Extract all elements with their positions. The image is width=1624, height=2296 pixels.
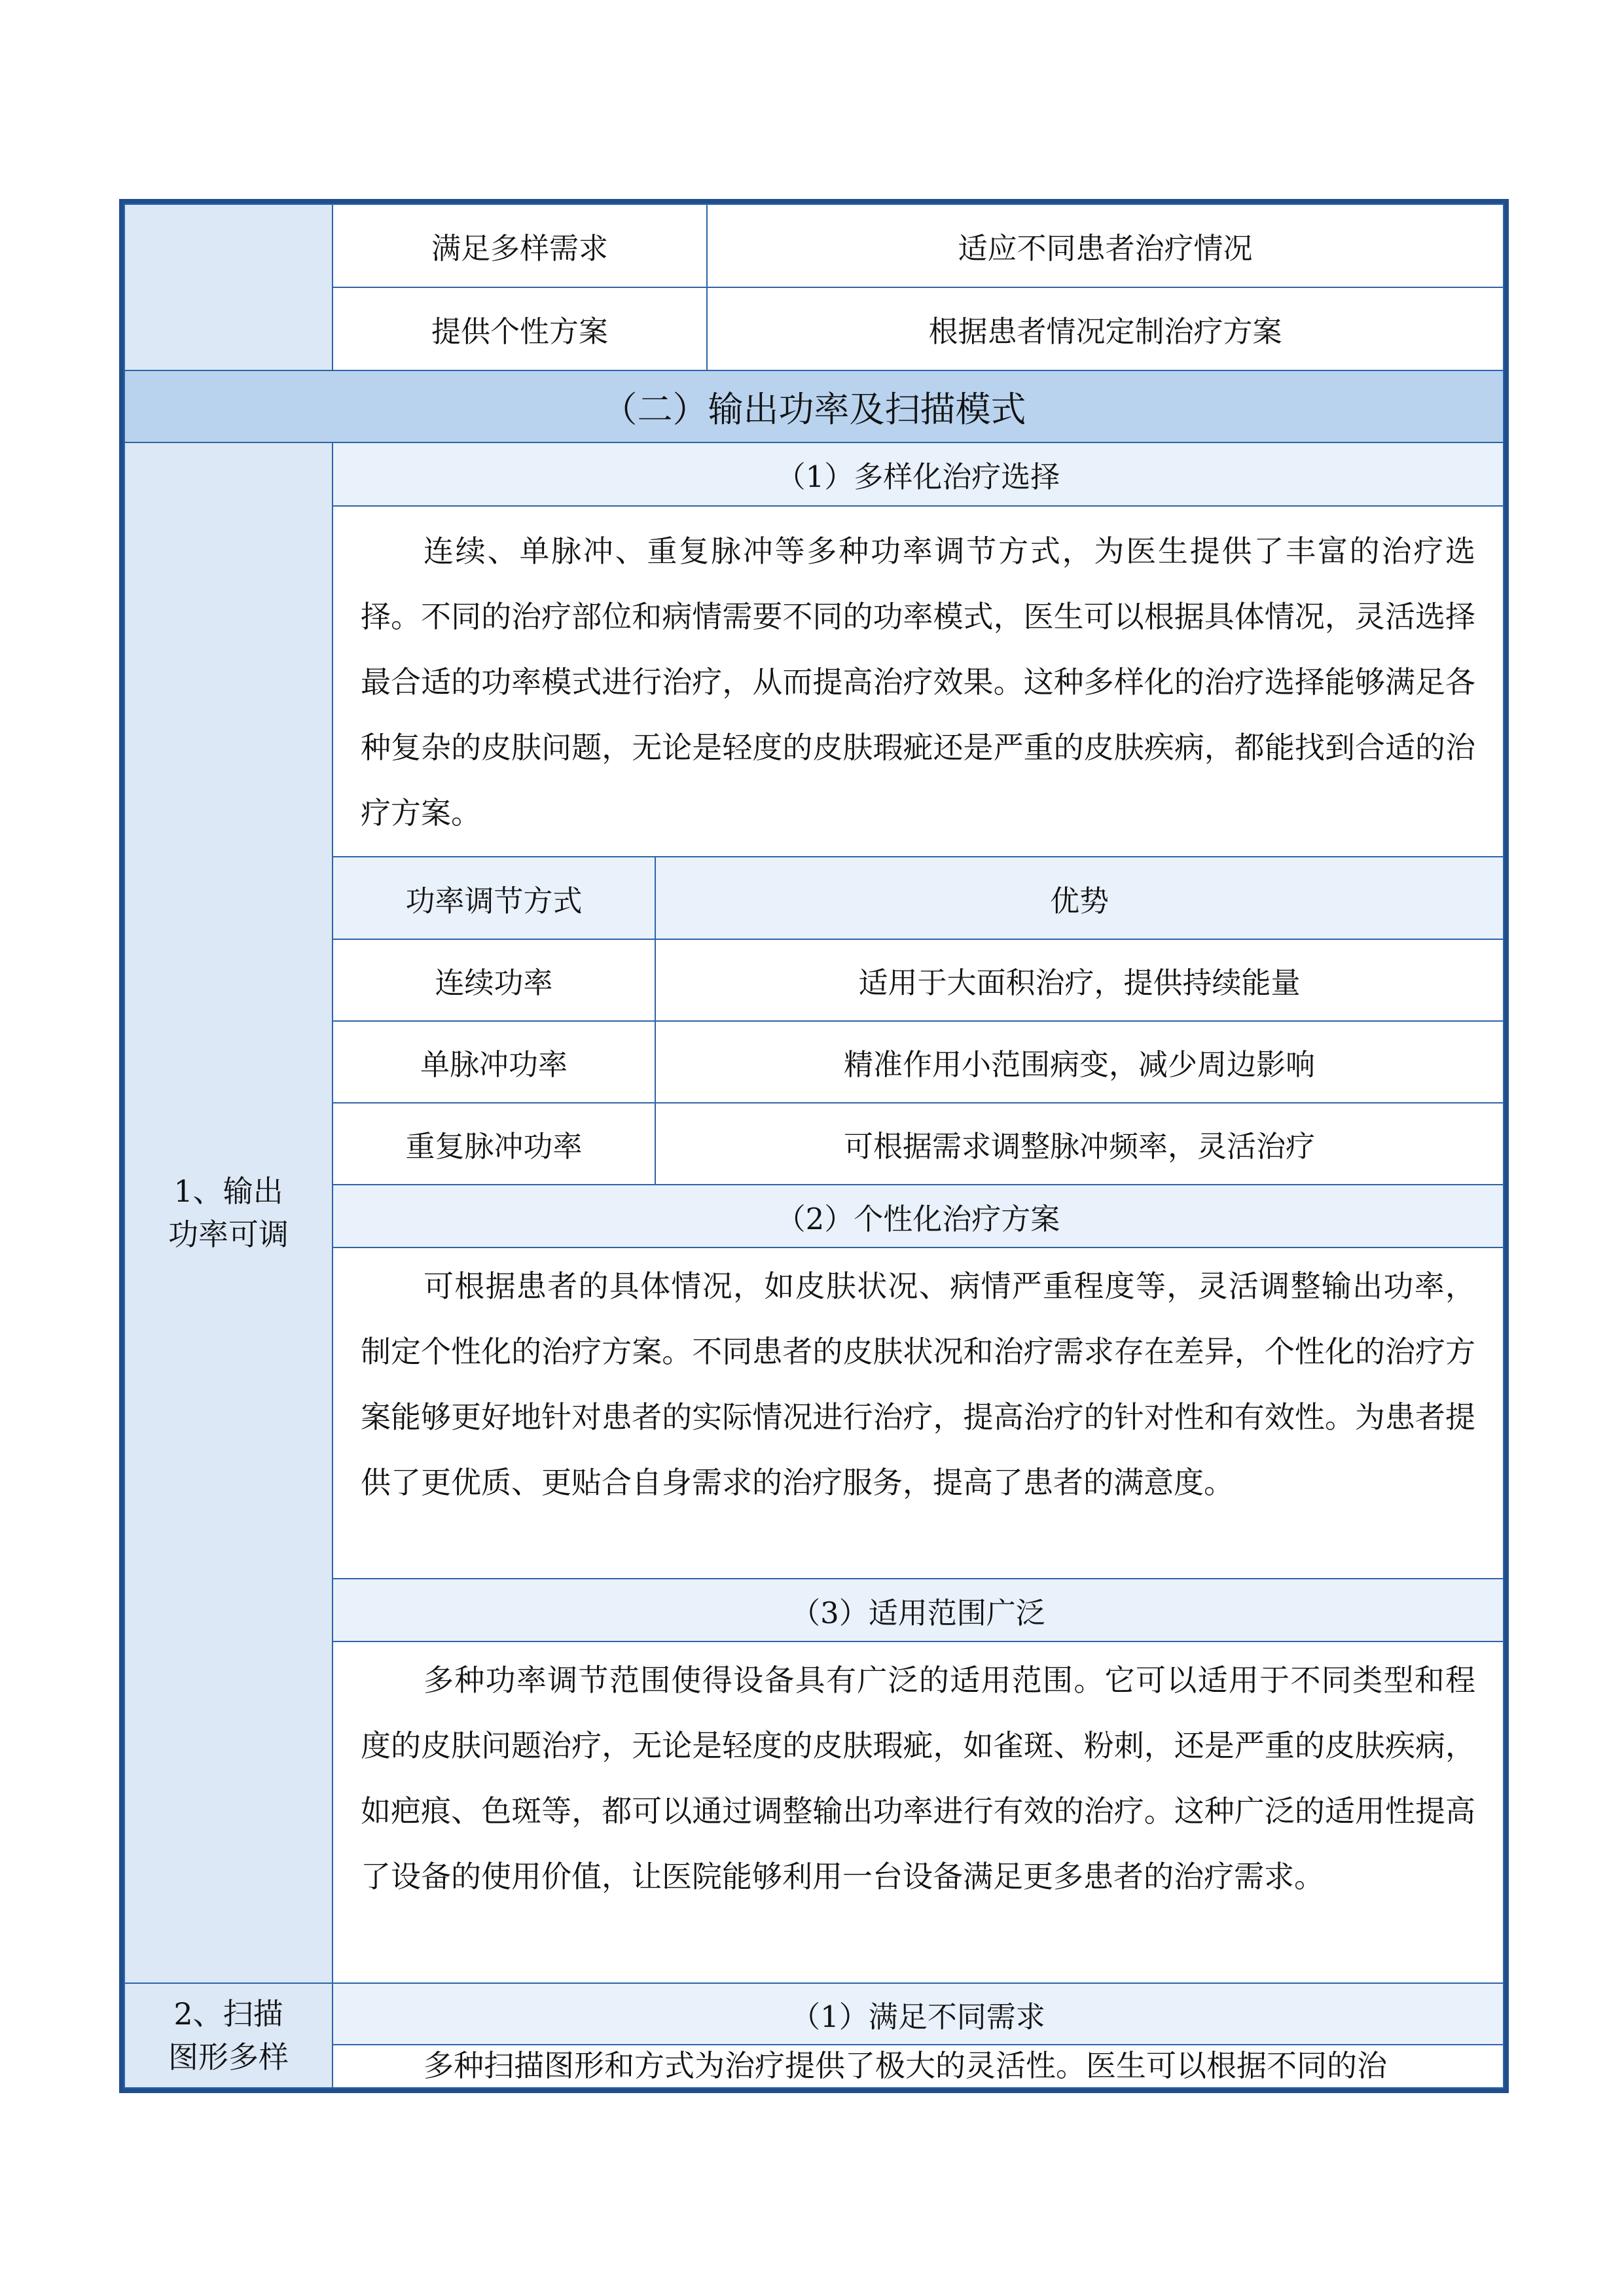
item1-sub3-text: 多种功率调节范围使得设备具有广泛的适用范围。它可以适用于不同类型和程度的皮肤问题治疗，无论是轻度的皮肤瑕疵，如雀斑、粉刺，还是严重的皮肤疾病，如疤痕、色斑等，都可以通过调整输出功率进行有效的治疗。这种广泛的适用性提高了设备的使用价值，让医院能够利用一台设备满足更多患者的治疗需求。 <box>361 1662 1475 1894</box>
table-row-3-advantage: 可根据需求调整脉冲频率，灵活治疗 <box>655 1102 1504 1185</box>
table-row-2-advantage: 精准作用小范围病变，减少周边影响 <box>655 1020 1504 1103</box>
item1-sub1-text: 连续、单脉冲、重复脉冲等多种功率调节方式，为医生提供了丰富的治疗选择。不同的治疗部位和病情需要不同的功率模式，医生可以根据具体情况，灵活选择最合适的功率模式进行治疗，从而提高治疗效果。这种多样化的治疗选择能够满足各种复杂的皮肤问题，无论是轻度的皮肤瑕疵还是严重的皮肤疾病，都能找到合适的治疗方案。 <box>361 533 1475 831</box>
table-header-advantage: 优势 <box>655 856 1504 940</box>
item2-sub1-text-cell <box>332 2044 1504 2089</box>
item1-sub3-title: （3）适用范围广泛 <box>332 1578 1504 1642</box>
top-row-1-label: 满足多样需求 <box>332 204 708 288</box>
top-row-1-value: 适应不同患者治疗情况 <box>706 204 1504 288</box>
table-row-1-advantage: 适用于大面积治疗，提供持续能量 <box>655 939 1504 1022</box>
item1-sub1-title: （1）多样化治疗选择 <box>332 442 1504 507</box>
item1-sub1-text-cell <box>332 505 1504 857</box>
table-header-mode: 功率调节方式 <box>332 856 656 940</box>
item1-sub2-text-cell <box>332 1247 1504 1579</box>
top-row-2-label: 提供个性方案 <box>332 287 708 371</box>
item1-sub2-title: （2）个性化治疗方案 <box>332 1184 1504 1248</box>
top-row-2-value: 根据患者情况定制治疗方案 <box>706 287 1504 371</box>
section-title: （二）输出功率及扫描模式 <box>124 370 1504 443</box>
item1-label-cell <box>124 442 333 1984</box>
item1-sub3-text-cell <box>332 1641 1504 1984</box>
table-row-3-mode: 重复脉冲功率 <box>332 1102 656 1185</box>
item2-label-cell <box>124 1982 333 2089</box>
item2-sub1-text: 多种扫描图形和方式为治疗提供了极大的灵活性。医生可以根据不同的治 <box>424 2048 1387 2083</box>
item1-label: 1、输出功率可调 <box>168 1174 289 1252</box>
item2-label: 2、扫描图形多样 <box>168 1996 289 2075</box>
document-table <box>119 199 1509 2093</box>
table-row-2-mode: 单脉冲功率 <box>332 1020 656 1103</box>
item2-sub1-title: （1）满足不同需求 <box>332 1982 1504 2045</box>
item1-sub2-text: 可根据患者的具体情况，如皮肤状况、病情严重程度等，灵活调整输出功率，制定个性化的治疗方案。不同患者的皮肤状况和治疗需求存在差异，个性化的治疗方案能够更好地针对患者的实际情况进行治疗，提高治疗的针对性和有效性。为患者提供了更优质、更贴合自身需求的治疗服务，提高了患者的满意度。 <box>361 1268 1475 1500</box>
top-left-cell <box>124 204 333 371</box>
table-row-1-mode: 连续功率 <box>332 939 656 1022</box>
